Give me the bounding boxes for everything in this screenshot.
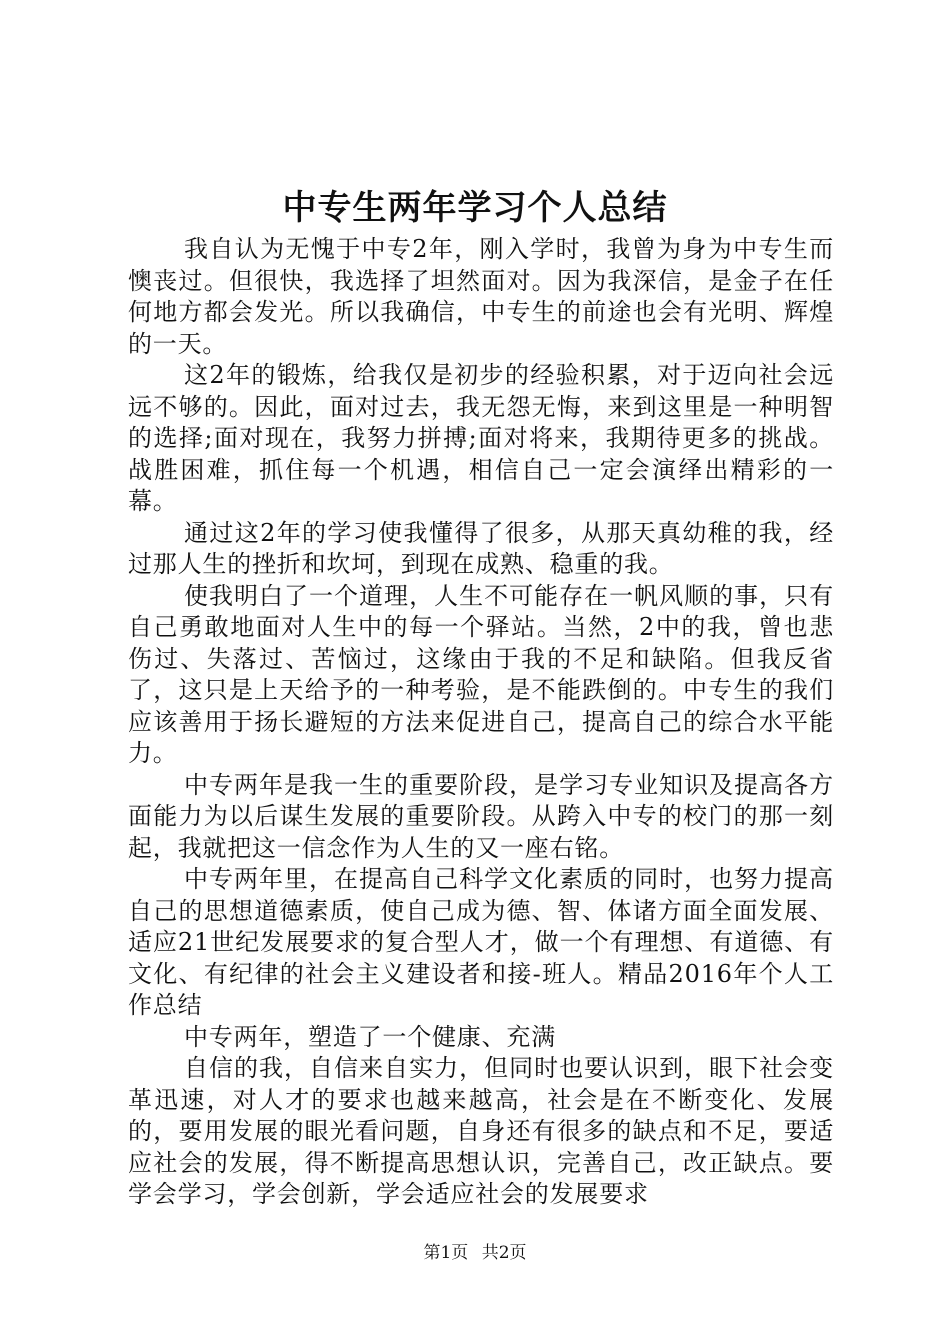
paragraph-8: 自信的我，自信来自实力，但同时也要认识到，眼下社会变革迅速，对人才的要求也越来越高，社会是在不断变化、发展的，要用发展的眼光看问题，自身还有很多的缺点和不足，要适应社会的发展，得不断提高思想认识，完善自己，改正缺点。要学会学习，学会创新，学会适应社会的发展要求 (128, 1054, 834, 1208)
document-body (128, 234, 834, 1211)
paragraph-3: 通过这2年的学习使我懂得了很多，从那天真幼稚的我，经过那人生的挫折和坎坷，到现在成熟、稳重的我。 (128, 518, 834, 578)
paragraph-6: 中专两年里，在提高自己科学文化素质的同时，也努力提高自己的思想道德素质，使自己成为德、智、体诸方面全面发展、适应21世纪发展要求的复合型人才，做一个有理想、有道德、有文化、有纪律的社会主义建设者和接-班人。精品2016年个人工作总结 (128, 865, 834, 1019)
page-footer (0, 1242, 950, 1264)
paragraph-2: 这2年的锻炼，给我仅是初步的经验积累，对于迈向社会远远不够的。因此，面对过去，我无怨无悔，来到这里是一种明智的选择;面对现在，我努力拼搏;面对将来，我期待更多的挑战。战胜困难，抓住每一个机遇，相信自己一定会演绎出精彩的一幕。 (128, 361, 834, 515)
page-title: 中专生两年学习个人总结 (282, 188, 668, 228)
paragraph-1: 我自认为无愧于中专2年，刚入学时，我曾为身为中专生而懊丧过。但很快，我选择了坦然面对。因为我深信，是金子在任何地方都会发光。所以我确信，中专生的前途也会有光明、辉煌的一天。 (128, 235, 834, 358)
page-total: 共2页 (481, 1243, 527, 1263)
paragraph-7: 中专两年，塑造了一个健康、充满 (184, 1022, 556, 1051)
page-number: 第1页 (423, 1243, 469, 1263)
paragraph-4: 使我明白了一个道理，人生不可能存在一帆风顺的事，只有自己勇敢地面对人生中的每一个驿站。当然，2中的我，曾也悲伤过、失落过、苦恼过，这缘由于我的不足和缺陷。但我反省了，这只是上天给予的一种考验，是不能跌倒的。中专生的我们应该善用于扬长避短的方法来促进自己，提高自己的综合水平能力。 (128, 581, 834, 767)
paragraph-5: 中专两年是我一生的重要阶段，是学习专业知识及提高各方面能力为以后谋生发展的重要阶段。从跨入中专的校门的那一刻起，我就把这一信念作为人生的又一座右铭。 (128, 770, 834, 862)
